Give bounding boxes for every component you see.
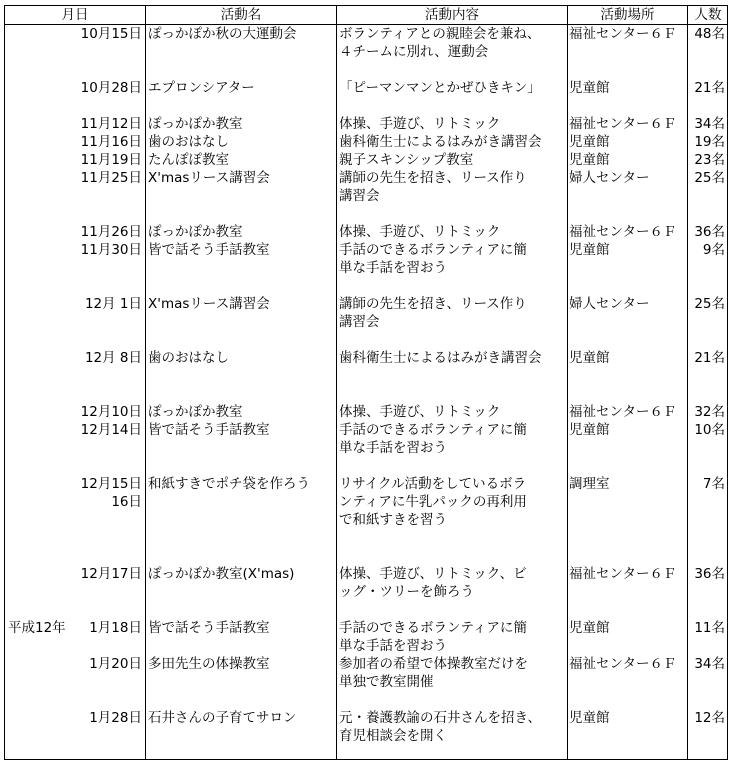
count-cell: 36名: [694, 566, 725, 582]
content-cell: 体操、手遊び、リトミック、ビ ッグ・ツリーを飾ろう: [339, 566, 527, 600]
content-cell: 「ピーマンマンとかぜひきキン」: [339, 80, 541, 96]
place-cell: 婦人センター: [569, 296, 650, 312]
date-cell: 12月14日: [80, 422, 142, 438]
header-place: 活動場所: [600, 7, 655, 23]
count-cell: 34名: [694, 116, 725, 132]
place-cell: 児童館: [569, 152, 610, 168]
header-content: 活動内容: [425, 7, 479, 23]
column-divider: [336, 6, 337, 759]
place-cell: 福祉センター６Ｆ: [569, 224, 677, 240]
activity-table: [4, 5, 728, 760]
date-cell: 1月18日: [89, 620, 142, 636]
date-cell: 1月20日: [89, 656, 142, 672]
activity-cell: ぽっかぽか秋の大運動会: [148, 26, 297, 42]
activity-cell: 石井さんの子育てサロン: [148, 710, 297, 726]
count-cell: 9名: [702, 242, 725, 258]
count-cell: 21名: [694, 350, 725, 366]
place-cell: 児童館: [569, 422, 610, 438]
count-cell: 48名: [694, 26, 725, 42]
date-cell: 12月17日: [80, 566, 142, 582]
activity-cell: X'masリース講習会: [148, 170, 270, 186]
column-divider: [567, 6, 568, 759]
content-cell: 体操、手遊び、リトミック: [339, 224, 501, 240]
content-cell: 親子スキンシップ教室: [339, 152, 474, 168]
activity-cell: 皆で話そう手話教室: [148, 620, 270, 636]
count-cell: 11名: [694, 620, 725, 636]
activity-cell: 和紙すきでポチ袋を作ろう: [148, 476, 310, 492]
count-cell: 32名: [694, 404, 725, 420]
date-cell: 12月10日: [80, 404, 142, 420]
date-cell: 1月28日: [89, 710, 142, 726]
header-activity: 活動名: [220, 7, 262, 23]
count-cell: 12名: [694, 710, 725, 726]
date-cell: 11月19日: [80, 152, 142, 168]
activity-cell: 多田先生の体操教室: [148, 656, 270, 672]
date-cell: 12月15日 16日: [80, 476, 142, 510]
date-cell: 11月12日: [80, 116, 142, 132]
header-count: 人数: [694, 7, 722, 23]
activity-cell: エプロンシアター: [148, 80, 255, 96]
count-cell: 34名: [694, 656, 725, 672]
place-cell: 児童館: [569, 80, 610, 96]
count-cell: 7名: [702, 476, 725, 492]
activity-cell: ぽっかぽか教室(X'mas): [148, 566, 295, 582]
activity-cell: たんぽぽ教室: [148, 152, 229, 168]
activity-cell: 皆で話そう手話教室: [148, 422, 270, 438]
count-cell: 19名: [694, 134, 725, 150]
activity-cell: 歯のおはなし: [148, 134, 229, 150]
content-cell: 手話のできるボランティアに簡 単な手話を習おう: [339, 620, 527, 654]
activity-cell: 皆で話そう手話教室: [148, 242, 270, 258]
place-cell: 調理室: [569, 476, 610, 492]
count-cell: 21名: [694, 80, 725, 96]
activity-cell: ぽっかぽか教室: [148, 224, 243, 240]
activity-cell: ぽっかぽか教室: [148, 404, 243, 420]
date-cell: 12月 1日: [84, 296, 142, 312]
place-cell: 婦人センター: [569, 170, 650, 186]
date-cell: 11月26日: [80, 224, 142, 240]
place-cell: 福祉センター６Ｆ: [569, 404, 677, 420]
content-cell: 歯科衛生士によるはみがき講習会: [339, 134, 542, 150]
content-cell: 手話のできるボランティアに簡 単な手話を習おう: [339, 242, 527, 276]
era-cell: 平成12年: [8, 620, 66, 636]
count-cell: 25名: [694, 296, 725, 312]
content-cell: ボランティアとの親睦会を兼ね、 ４チームに別れ、運動会: [339, 26, 541, 60]
content-cell: リサイクル活動をしているボラ ンティアに牛乳パックの再利用 で和紙すきを習う: [339, 476, 527, 528]
place-cell: 児童館: [569, 350, 610, 366]
content-cell: 参加者の希望で体操教室だけを 単独で教室開催: [339, 656, 528, 690]
count-cell: 23名: [694, 152, 725, 168]
header-date: 月日: [61, 7, 89, 23]
content-cell: 講師の先生を招き、リース作り 講習会: [339, 170, 527, 204]
content-cell: 歯科衛生士によるはみがき講習会: [339, 350, 542, 366]
date-cell: 11月16日: [80, 134, 142, 150]
count-cell: 25名: [694, 170, 725, 186]
place-cell: 福祉センター６Ｆ: [569, 26, 677, 42]
activity-cell: 歯のおはなし: [148, 350, 229, 366]
place-cell: 児童館: [569, 620, 610, 636]
content-cell: 体操、手遊び、リトミック: [339, 404, 501, 420]
date-cell: 11月30日: [80, 242, 142, 258]
column-divider: [145, 6, 146, 759]
date-cell: 10月15日: [80, 26, 142, 42]
content-cell: 体操、手遊び、リトミック: [339, 116, 501, 132]
place-cell: 福祉センター６Ｆ: [569, 656, 677, 672]
date-cell: 10月28日: [80, 80, 142, 96]
date-cell: 12月 8日: [84, 350, 142, 366]
place-cell: 児童館: [569, 710, 610, 726]
content-cell: 講師の先生を招き、リース作り 講習会: [339, 296, 527, 330]
activity-cell: X'masリース講習会: [148, 296, 270, 312]
content-cell: 手話のできるボランティアに簡 単な手話を習おう: [339, 422, 527, 456]
count-cell: 36名: [694, 224, 725, 240]
date-cell: 11月25日: [80, 170, 142, 186]
activity-cell: ぽっかぽか教室: [148, 116, 243, 132]
place-cell: 児童館: [569, 242, 610, 258]
count-cell: 10名: [694, 422, 725, 438]
place-cell: 福祉センター６Ｆ: [569, 566, 677, 582]
content-cell: 元・養護教諭の石井さんを招き、 育児相談会を開く: [339, 710, 541, 744]
place-cell: 児童館: [569, 134, 610, 150]
place-cell: 福祉センター６Ｆ: [569, 116, 677, 132]
